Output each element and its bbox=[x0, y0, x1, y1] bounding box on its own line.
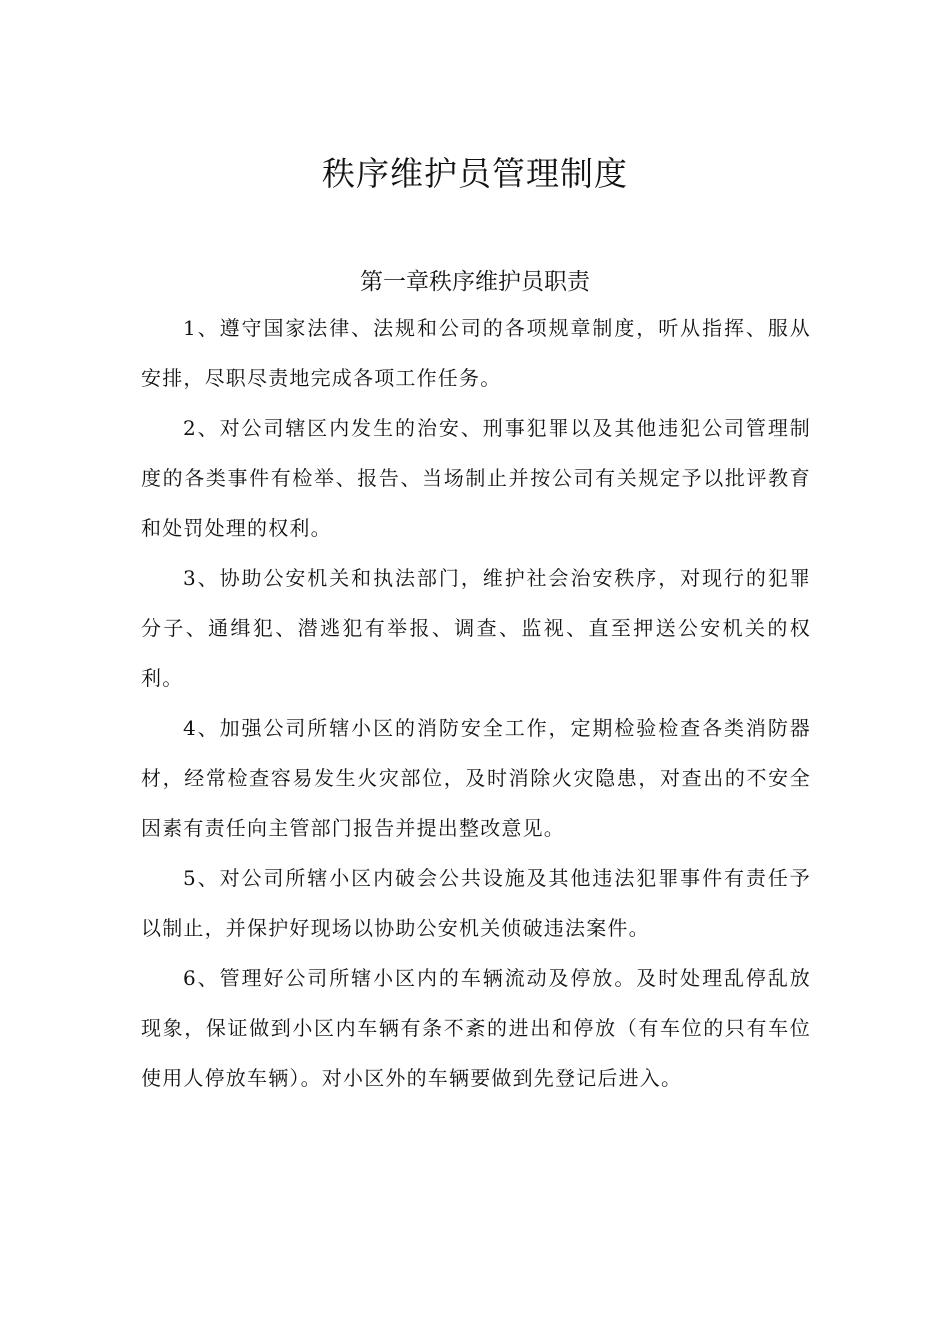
paragraph-5: 5、对公司所辖小区内破会公共设施及其他违法犯罪事件有责任予以制止，并保护好现场以协助公安机关侦破违法案件。 bbox=[141, 866, 811, 940]
paragraph-6: 6、管理好公司所辖小区内的车辆流动及停放。及时处理乱停乱放现象，保证做到小区内车辆有条不紊的进出和停放（有车位的只有车位使用人停放车辆）。对小区外的车辆要做到先登记后进入。 bbox=[141, 966, 811, 1090]
document-title: 秩序维护员管理制度 bbox=[322, 154, 628, 193]
chapter-title: 第一章秩序维护员职责 bbox=[360, 269, 590, 295]
paragraph-3: 3、协助公安机关和执法部门，维护社会治安秩序，对现行的犯罪分子、通缉犯、潜逃犯有举报、调查、监视、直至押送公安机关的权利。 bbox=[141, 566, 811, 690]
document-body bbox=[141, 303, 811, 1103]
paragraph-1: 1、遵守国家法律、法规和公司的各项规章制度，听从指挥、服从安排，尽职尽责地完成各项工作任务。 bbox=[141, 316, 811, 390]
paragraph-2: 2、对公司辖区内发生的治安、刑事犯罪以及其他违犯公司管理制度的各类事件有检举、报告、当场制止并按公司有关规定予以批评教育和处罚处理的权利。 bbox=[141, 416, 811, 540]
paragraph-4: 4、加强公司所辖小区的消防安全工作，定期检验检查各类消防器材，经常检查容易发生火灾部位，及时消除火灾隐患，对查出的不安全因素有责任向主管部门报告并提出整改意见。 bbox=[141, 716, 811, 840]
